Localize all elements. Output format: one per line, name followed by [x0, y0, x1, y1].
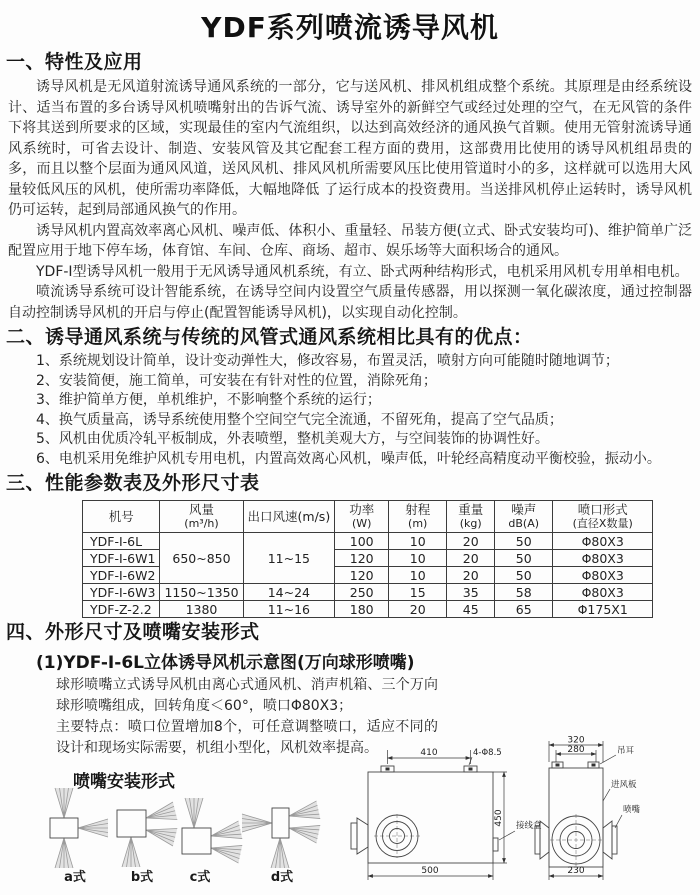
cell-power: 120 [335, 550, 389, 567]
advantage-item: 3、维护简单方便，单机维护，不影响整个系统的运行； [36, 392, 381, 408]
hanging-lug-label: 吊耳 [617, 746, 635, 756]
cell-power: 180 [335, 601, 389, 618]
cell-model: YDF-I-6W2 [83, 567, 160, 584]
fan-front-view-drawing [351, 748, 542, 880]
nozzle-form-c-label: c式 [189, 870, 211, 885]
cell-speed: 14~24 [243, 584, 335, 601]
cell-weight: 35 [447, 584, 495, 601]
cell-nozzle: Φ80X3 [553, 550, 653, 567]
advantage-item: 6、电机采用免维护风机专用电机，内置高效离心风机，噪声低，叶轮经高精度动平衡校验，振动小。 [36, 450, 661, 467]
advantage-item: 4、换气质量高，诱导系统使用整个空间空气完全流通，不留死角，提高了空气品质； [36, 411, 563, 428]
cell-weight: 20 [447, 567, 495, 584]
nozzle-form-b-diagram [117, 802, 177, 867]
header-speed: 出口风速(m/s) [243, 501, 335, 533]
nozzle-form-a-diagram [50, 788, 108, 868]
nozzle-form-b-label: b式 [130, 870, 154, 885]
cell-range: 10 [389, 550, 447, 567]
cell-power: 100 [335, 533, 389, 550]
dimension-320: 320 [567, 735, 585, 746]
cell-range: 10 [389, 533, 447, 550]
header-nozzle: 喷口形式 (直径X数量) [553, 501, 653, 533]
dimension-450: 450 [494, 809, 504, 827]
cell-model: YDF-I-6L [83, 533, 160, 550]
cell-noise: 50 [495, 533, 553, 550]
cell-speed: 11~16 [243, 601, 335, 618]
cell-model: YDF-Z-2.2 [83, 601, 160, 618]
cell-weight: 20 [447, 550, 495, 567]
table-row [83, 533, 653, 550]
header-power: 功率 (W) [335, 501, 389, 533]
nozzle-form-d-diagram [242, 801, 320, 868]
section2-heading: 二、诱导通风系统与传统的风管式通风系统相比具有的优点： [6, 326, 533, 348]
advantage-item: 1、系统规划设计简单，设计变动弹性大，修改容易，布置灵活，喷射方向可能随时随地调节； [36, 353, 619, 369]
advantage-item: 5、风机由优质冷轧平板制成，外表喷塑，整机美观大方，与空间装饰的协调性好。 [36, 431, 549, 447]
section3-heading: 三、性能参数表及外形尺寸表 [6, 472, 260, 494]
header-noise: 噪声 dB(A) [495, 501, 553, 533]
section1-paragraph: YDF-I型诱导风机一般用于无风诱导通风机系统，有立、卧式两种结构形式，电机采用风机专用单相电机。 [36, 263, 689, 280]
page-title: YDF系列喷流诱导风机 [201, 11, 499, 44]
section1-paragraph: 喷流诱导系统可设计智能系统，在诱导空间内设置空气质量传感器，用以探测一氧化碳浓度，通过控制器自动控制诱导风机的开启与停止(配置智能诱导风机)，以实现自动化控制。 [8, 284, 692, 321]
table-header-row [83, 501, 653, 533]
cell-model: YDF-I-6W1 [83, 550, 160, 567]
section1-paragraph: 诱导风机内置高效率离心风机、噪声低、体积小、重量轻、吊装方便(立式、卧式安装均可)、维护简单广泛配置应用于地下停车场，体育馆、车间、仓库、商场、超市、娱乐场等大面积场合的通风。 [8, 222, 692, 259]
section1-heading: 一、特性及应用 [6, 51, 143, 73]
cell-range: 20 [389, 601, 447, 618]
cell-range: 10 [389, 567, 447, 584]
nozzle-forms-heading: 喷嘴安装形式 [73, 772, 175, 792]
hole-callout-label: 4-Φ8.5 [473, 748, 502, 758]
nozzle-form-a-label: a式 [64, 870, 86, 885]
cell-range: 15 [389, 584, 447, 601]
header-range: 射程 (m) [389, 501, 447, 533]
junction-box-label: 接线盒 [516, 821, 542, 831]
cell-flow: 1380 [160, 601, 243, 618]
cell-speed: 11~15 [243, 533, 335, 584]
table-row [83, 584, 653, 601]
cell-flow: 1150~1350 [160, 584, 243, 601]
cell-nozzle: Φ80X3 [553, 533, 653, 550]
cell-noise: 50 [495, 550, 553, 567]
nozzle-label: 喷嘴 [623, 805, 641, 815]
section4-heading: 四、外形尺寸及喷嘴安装形式 [6, 621, 260, 643]
cell-noise: 50 [495, 567, 553, 584]
section4-subheading: (1)YDF-I-6L立体诱导风机示意图(万向球形喷嘴) [36, 653, 415, 673]
dimension-280: 280 [567, 745, 585, 755]
dimension-500: 500 [421, 866, 439, 876]
cell-noise: 58 [495, 584, 553, 601]
section1-paragraph: 诱导风机是无风道射流诱导通风系统的一部分，它与送风机、排风机组成整个系统。其原理是由经系统设计、适当布置的多台诱导风机喷嘴射出的告诉气流、诱导室外的新鲜空气或经过处理的空气，在无风管的条件下将其送到所要求的区域，实现最佳的室内气流组织，以达到高效经济的通风换气首颗。使用无管射流诱导通风系统时，可省去设计、制造、安装风管及其它配套工程方面的费用，这部费用比使用的诱导风机组昂贵的多，而且以整个层面为通风风道，送风风机、排风风机所需要风压比使用管道时小的多，这样就可以选用大风量较低风压的风机，使所需功率降低，大幅地降低 了运行成本的投资费用。当送排风机停止运转时，诱导风机仍可运转，起到局部通风换气的作用。 [8, 79, 692, 218]
cell-power: 120 [335, 567, 389, 584]
cell-nozzle: Φ80X3 [553, 584, 653, 601]
advantage-item: 2、安装简便，施工简单，可安装在有针对性的位置，消除死角； [36, 372, 437, 389]
cell-nozzle: Φ175X1 [553, 601, 653, 618]
technical-drawings-canvas [0, 728, 700, 895]
cell-weight: 45 [447, 601, 495, 618]
header-weight: 重量 (kg) [447, 501, 495, 533]
nozzle-form-d-label: d式 [270, 870, 294, 885]
cell-model: YDF-I-6W3 [83, 584, 160, 601]
section4-paragraph: 主要特点：喷口位置增加8个，可任意调整喷口，适应不同的设计和现场实际需要，机组小型化，风机效率提高。 [56, 719, 438, 756]
fan-side-view-drawing [535, 736, 641, 881]
performance-table [82, 500, 653, 618]
table-row [83, 601, 653, 618]
cell-noise: 65 [495, 601, 553, 618]
section4-paragraph: 球形喷嘴立式诱导风机由离心式通风机、消声机箱、三个万向球形喷嘴组成，回转角度＜60°，喷口Φ80X3； [56, 677, 438, 714]
cell-nozzle: Φ80X3 [553, 567, 653, 584]
header-model: 机号 [83, 501, 160, 533]
nozzle-form-c-diagram [182, 798, 242, 863]
cell-flow: 650~850 [160, 533, 243, 584]
inlet-panel-label: 进风板 [611, 780, 637, 790]
dimension-410: 410 [420, 748, 438, 758]
cell-weight: 20 [447, 533, 495, 550]
header-flow: 风量 (m³/h) [160, 501, 243, 533]
cell-power: 250 [335, 584, 389, 601]
dimension-230: 230 [567, 866, 585, 876]
